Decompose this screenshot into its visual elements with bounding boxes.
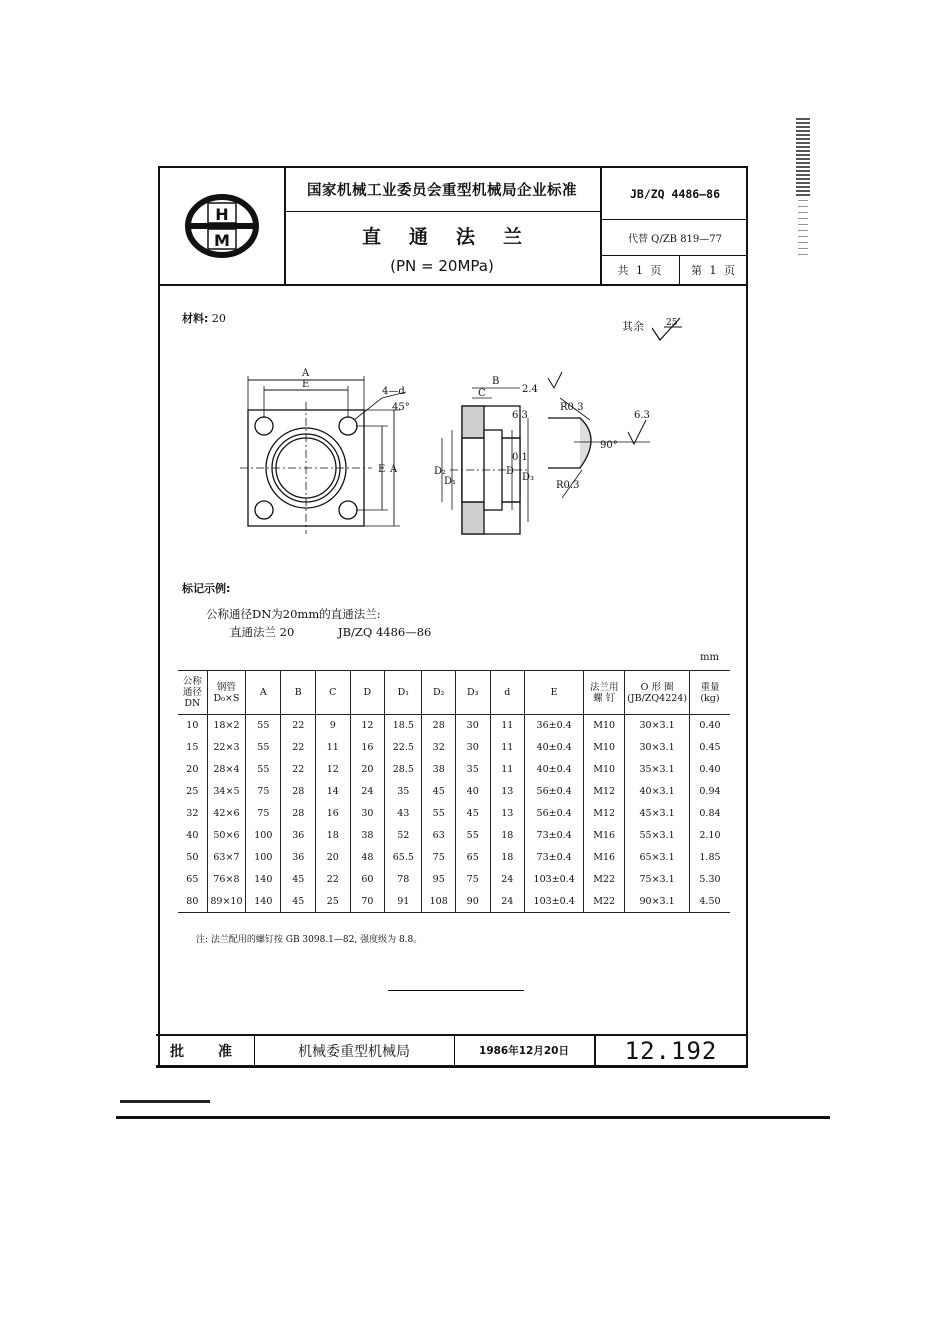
roughness-label: 其余	[622, 320, 644, 333]
standard-sheet	[158, 166, 748, 1066]
table-unit: mm	[700, 652, 719, 663]
table-cell: 30	[350, 803, 385, 825]
material-value: 20	[211, 312, 226, 325]
material-line	[182, 310, 226, 326]
table-row	[178, 847, 730, 869]
dim-2-4: 2.4	[522, 384, 538, 395]
dim-90deg: 90°	[600, 440, 618, 451]
table-cell: 28	[281, 803, 316, 825]
table-cell: 24	[350, 781, 385, 803]
table-cell: 30	[455, 737, 490, 759]
column-header: 公称 通径 DN	[178, 671, 207, 715]
hm-logo-icon	[182, 191, 262, 261]
column-header: B	[281, 671, 316, 715]
dim-45deg: 45°	[392, 402, 410, 413]
dim-6-3-b: 6.3	[634, 410, 650, 421]
table-cell: 13	[490, 781, 525, 803]
table-cell: 40±0.4	[525, 737, 584, 759]
column-header: E	[525, 671, 584, 715]
table-cell: 55	[246, 715, 281, 737]
table-cell: 16	[316, 803, 351, 825]
table-cell: 22×3	[207, 737, 246, 759]
table-cell: 22	[316, 869, 351, 891]
table-cell: 18	[490, 825, 525, 847]
table-cell: 73±0.4	[525, 847, 584, 869]
table-header-row	[178, 671, 730, 715]
table-cell: 140	[246, 869, 281, 891]
approve-char-1: 批	[170, 1043, 184, 1060]
table-cell: 48	[350, 847, 385, 869]
table-cell: 45	[281, 891, 316, 913]
table-cell: 40	[178, 825, 207, 847]
column-header: D₁	[385, 671, 422, 715]
table-cell: 35	[455, 759, 490, 781]
table-row	[178, 715, 730, 737]
standard-code: JB/ZQ 4486—86	[602, 168, 748, 220]
table-cell: 103±0.4	[525, 869, 584, 891]
table-cell: 18×2	[207, 715, 246, 737]
table-cell: 56±0.4	[525, 781, 584, 803]
table-cell: 34×5	[207, 781, 246, 803]
marking-title: 标记示例:	[182, 582, 231, 595]
table-cell: 140	[246, 891, 281, 913]
dim-a-top: A	[302, 368, 310, 379]
table-cell: 22	[281, 759, 316, 781]
column-header: O 形 圈 (JB/ZQ4224)	[625, 671, 690, 715]
table-cell: 24	[490, 891, 525, 913]
roughness-symbol	[652, 316, 692, 345]
table-cell: 73±0.4	[525, 825, 584, 847]
column-header: D	[350, 671, 385, 715]
marking-example-code: JB/ZQ 4486—86	[337, 625, 432, 639]
table-cell: 43	[385, 803, 422, 825]
logo-cell	[160, 168, 286, 284]
dim-e-top: E	[302, 379, 310, 390]
marking-description: 公称通径DN为20mm的直通法兰:	[206, 607, 381, 621]
table-cell: 45	[455, 803, 490, 825]
table-row	[178, 803, 730, 825]
table-cell: 80	[178, 891, 207, 913]
table-cell: 11	[490, 759, 525, 781]
table-cell: 40±0.4	[525, 759, 584, 781]
dim-0-1: 0.1	[512, 452, 528, 463]
approve-label	[156, 1036, 255, 1065]
table-cell: 56±0.4	[525, 803, 584, 825]
table-cell: 0.40	[689, 715, 730, 737]
standard-title: 国家机械工业委员会重型机械局企业标准	[284, 168, 602, 212]
table-cell: 18.5	[385, 715, 422, 737]
table-cell: 65	[455, 847, 490, 869]
table-cell: M12	[584, 781, 625, 803]
table-cell: 65×3.1	[625, 847, 690, 869]
table-cell: 5.30	[689, 869, 730, 891]
table-cell: 30	[455, 715, 490, 737]
table-cell: 50×6	[207, 825, 246, 847]
product-name: 直通法兰	[361, 226, 550, 248]
table-cell: 24	[490, 869, 525, 891]
technical-drawing	[230, 358, 690, 568]
dim-6-3-a: 6.3	[512, 410, 528, 421]
table-cell: 28.5	[385, 759, 422, 781]
column-header: D₂	[422, 671, 455, 715]
dim-d3: D₃	[522, 472, 535, 483]
table-cell: 50	[178, 847, 207, 869]
scan-edge-artifact	[796, 118, 810, 198]
pages-total: 共 1 页	[602, 256, 680, 284]
dim-b: B	[492, 376, 500, 387]
table-cell: 78	[385, 869, 422, 891]
table-cell: 12	[350, 715, 385, 737]
approve-char-2: 准	[218, 1043, 232, 1060]
table-cell: 15	[178, 737, 207, 759]
dim-r0-3-b: R0.3	[556, 480, 580, 491]
table-cell: 22.5	[385, 737, 422, 759]
approval-date: 1986年12月20日	[454, 1036, 596, 1065]
table-cell: 0.94	[689, 781, 730, 803]
page-current: 第 1 页	[691, 264, 737, 277]
table-cell: 35×3.1	[625, 759, 690, 781]
product-cell	[284, 212, 602, 284]
table-cell: 75	[422, 847, 455, 869]
table-cell: 4.50	[689, 891, 730, 913]
table-cell: 95	[422, 869, 455, 891]
table-cell: 63	[422, 825, 455, 847]
dim-d: D	[506, 466, 515, 477]
table-cell: M22	[584, 891, 625, 913]
dim-a-side: A	[390, 464, 398, 475]
table-cell: 32	[178, 803, 207, 825]
logo-letter-m: M	[214, 231, 230, 250]
dim-e-side: E	[378, 464, 386, 475]
table-cell: 32	[422, 737, 455, 759]
table-cell: 36	[281, 825, 316, 847]
table-cell: 75	[246, 781, 281, 803]
page-bottom-rule	[116, 1116, 830, 1119]
table-cell: 108	[422, 891, 455, 913]
table-row	[178, 759, 730, 781]
sheet-number: 12.192	[624, 1036, 718, 1065]
table-cell: 40×3.1	[625, 781, 690, 803]
table-cell: 30×3.1	[625, 715, 690, 737]
table-cell: 90×3.1	[625, 891, 690, 913]
table-row	[178, 781, 730, 803]
table-cell: 55	[246, 737, 281, 759]
dim-d1: D₁	[444, 476, 457, 487]
table-cell: M12	[584, 803, 625, 825]
table-cell: 9	[316, 715, 351, 737]
table-cell: 13	[490, 803, 525, 825]
table-note: 注: 法兰配用的螺钉按 GB 3098.1—82, 强度级为 8.8。	[196, 935, 423, 945]
dim-4d: 4—d	[382, 386, 405, 397]
table-cell: 100	[246, 847, 281, 869]
table-cell: 2.10	[689, 825, 730, 847]
table-cell: M10	[584, 715, 625, 737]
table-cell: 28	[281, 781, 316, 803]
table-cell: 1.85	[689, 847, 730, 869]
table-cell: 45×3.1	[625, 803, 690, 825]
spec-table	[178, 670, 730, 913]
product-pressure: (PN = 20MPa)	[390, 257, 494, 275]
table-cell: 60	[350, 869, 385, 891]
table-cell: 22	[281, 715, 316, 737]
column-header: 钢管 D₀×S	[207, 671, 246, 715]
table-cell: M10	[584, 737, 625, 759]
table-cell: 55	[246, 759, 281, 781]
table-cell: 22	[281, 737, 316, 759]
table-cell: 20	[316, 847, 351, 869]
column-header: C	[316, 671, 351, 715]
column-header: 重量 (kg)	[689, 671, 730, 715]
table-cell: 103±0.4	[525, 891, 584, 913]
table-cell: 45	[422, 781, 455, 803]
table-cell: 36±0.4	[525, 715, 584, 737]
table-cell: 100	[246, 825, 281, 847]
marking-example	[230, 624, 431, 640]
table-cell: 18	[490, 847, 525, 869]
table-cell: 75×3.1	[625, 869, 690, 891]
table-cell: 75	[246, 803, 281, 825]
logo-letter-h: H	[215, 205, 229, 224]
column-header: D₃	[455, 671, 490, 715]
table-cell: 16	[350, 737, 385, 759]
table-cell: 40	[455, 781, 490, 803]
table-cell: 0.84	[689, 803, 730, 825]
table-cell: M22	[584, 869, 625, 891]
material-label: 材料:	[182, 312, 209, 325]
table-cell: 11	[490, 737, 525, 759]
table-cell: 28×4	[207, 759, 246, 781]
approval-bar	[156, 1034, 748, 1068]
table-cell: 89×10	[207, 891, 246, 913]
marking-example-name: 直通法兰 20	[230, 625, 295, 639]
table-cell: 14	[316, 781, 351, 803]
table-cell: 20	[178, 759, 207, 781]
table-cell: 42×6	[207, 803, 246, 825]
table-cell: 25	[178, 781, 207, 803]
table-cell: 0.40	[689, 759, 730, 781]
column-header: 法兰用 螺 钉	[584, 671, 625, 715]
table-cell: 36	[281, 847, 316, 869]
replaces-standard: 代替 Q/ZB 819—77	[602, 220, 748, 256]
divider	[388, 990, 524, 991]
table-cell: 12	[316, 759, 351, 781]
table-cell: 10	[178, 715, 207, 737]
table-cell: 90	[455, 891, 490, 913]
table-cell: 65.5	[385, 847, 422, 869]
table-row	[178, 891, 730, 913]
table-row	[178, 737, 730, 759]
table-cell: 55×3.1	[625, 825, 690, 847]
table-row	[178, 825, 730, 847]
table-cell: 0.45	[689, 737, 730, 759]
table-cell: 65	[178, 869, 207, 891]
table-cell: 11	[490, 715, 525, 737]
table-cell: M10	[584, 759, 625, 781]
table-cell: M16	[584, 847, 625, 869]
dim-d2: D₂	[434, 466, 447, 477]
table-row	[178, 869, 730, 891]
table-cell: 75	[455, 869, 490, 891]
dim-c: C	[478, 388, 486, 399]
approving-authority: 机械委重型机械局	[254, 1036, 455, 1065]
table-cell: 28	[422, 715, 455, 737]
dim-r0-3-a: R0.3	[560, 402, 584, 413]
table-cell: 30×3.1	[625, 737, 690, 759]
table-cell: 70	[350, 891, 385, 913]
scan-artifact	[120, 1100, 210, 1103]
table-cell: 45	[281, 869, 316, 891]
table-cell: 38	[350, 825, 385, 847]
table-cell: 20	[350, 759, 385, 781]
table-cell: 38	[422, 759, 455, 781]
column-header: A	[246, 671, 281, 715]
table-cell: 35	[385, 781, 422, 803]
roughness-value: 25	[666, 318, 678, 328]
table-cell: 11	[316, 737, 351, 759]
table-cell: 76×8	[207, 869, 246, 891]
table-cell: 18	[316, 825, 351, 847]
table-cell: 63×7	[207, 847, 246, 869]
table-cell: 25	[316, 891, 351, 913]
table-cell: 91	[385, 891, 422, 913]
scan-edge-artifact	[798, 200, 808, 260]
column-header: d	[490, 671, 525, 715]
table-cell: 52	[385, 825, 422, 847]
title-block	[160, 168, 746, 286]
table-cell: 55	[422, 803, 455, 825]
table-cell: M16	[584, 825, 625, 847]
table-cell: 55	[455, 825, 490, 847]
